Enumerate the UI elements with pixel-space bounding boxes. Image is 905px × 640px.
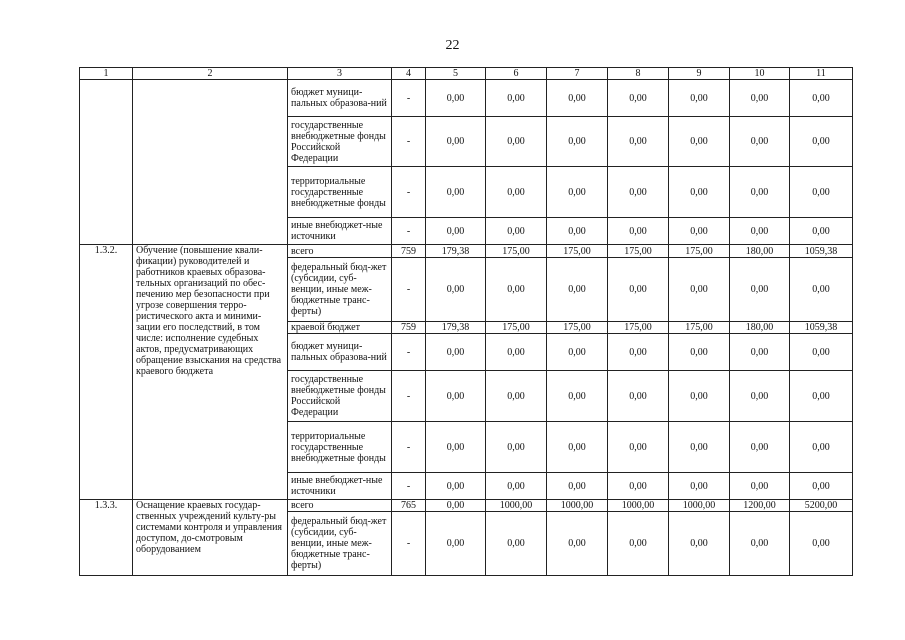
value-cell: 0,00	[790, 80, 853, 117]
funding-source: бюджет муници-пальных образова-ний	[288, 80, 392, 117]
value-cell: 0,00	[669, 167, 730, 218]
value-cell: 0,00	[730, 473, 790, 500]
value-cell: 0,00	[790, 258, 853, 322]
value-cell: 0,00	[730, 371, 790, 422]
value-cell: 0,00	[730, 218, 790, 245]
value-cell: 0,00	[669, 473, 730, 500]
value-cell: 0,00	[790, 218, 853, 245]
value-cell: 0,00	[608, 473, 669, 500]
header-row	[80, 68, 853, 80]
value-cell: 180,00	[730, 322, 790, 334]
value-cell: 1000,00	[547, 500, 608, 512]
value-cell: 0,00	[426, 258, 486, 322]
column-header: 9	[669, 68, 730, 80]
item-name: Оснащение краевых государ-ственных учреждений культу-ры системами контроля и управления доступом, до-смотровым оборудованием	[133, 500, 288, 576]
value-cell: 0,00	[547, 371, 608, 422]
value-cell: -	[392, 167, 426, 218]
value-cell: 0,00	[608, 117, 669, 167]
funding-source: государственные внебюджетные фонды Российской Федерации	[288, 117, 392, 167]
value-cell: 0,00	[426, 117, 486, 167]
value-cell: 1000,00	[608, 500, 669, 512]
value-cell: 0,00	[486, 167, 547, 218]
value-cell: 0,00	[669, 422, 730, 473]
funding-source: всего	[288, 245, 392, 258]
value-cell: 0,00	[790, 422, 853, 473]
funding-source: всего	[288, 500, 392, 512]
value-cell: 0,00	[730, 80, 790, 117]
value-cell: 0,00	[669, 218, 730, 245]
value-cell: 175,00	[608, 322, 669, 334]
funding-source: территориальные государственные внебюджетные фонды	[288, 167, 392, 218]
value-cell: 0,00	[608, 258, 669, 322]
value-cell: 175,00	[547, 245, 608, 258]
value-cell: 175,00	[669, 245, 730, 258]
value-cell: 0,00	[730, 334, 790, 371]
value-cell: 0,00	[547, 167, 608, 218]
value-cell: -	[392, 334, 426, 371]
value-cell: 0,00	[669, 512, 730, 576]
value-cell: 0,00	[608, 167, 669, 218]
value-cell: 1200,00	[730, 500, 790, 512]
column-header: 3	[288, 68, 392, 80]
item-name	[133, 80, 288, 245]
value-cell: 175,00	[486, 322, 547, 334]
value-cell: 1059,38	[790, 322, 853, 334]
column-header: 1	[80, 68, 133, 80]
value-cell: 0,00	[547, 80, 608, 117]
item-name: Обучение (повышение квали-фикации) руководителей и работников краевых образова-тельных организаций по обес-печению мер безопасности при угрозе совершения терро-ристического акта и миними-зации его последствий, в том числе: исполнение судебных актов, предусматривающих обращение взыскания на средства краевого бюджета	[133, 245, 288, 500]
value-cell: -	[392, 473, 426, 500]
value-cell: 759	[392, 245, 426, 258]
value-cell: 0,00	[486, 80, 547, 117]
value-cell: 0,00	[669, 80, 730, 117]
value-cell: 175,00	[608, 245, 669, 258]
budget-table	[79, 67, 853, 576]
value-cell: 0,00	[486, 422, 547, 473]
value-cell: 0,00	[790, 334, 853, 371]
funding-source: бюджет муници-пальных образова-ний	[288, 334, 392, 371]
item-code: 1.3.2.	[80, 245, 133, 500]
funding-source: краевой бюджет	[288, 322, 392, 334]
value-cell: 0,00	[486, 473, 547, 500]
value-cell: 180,00	[730, 245, 790, 258]
column-header: 2	[133, 68, 288, 80]
value-cell: 0,00	[669, 117, 730, 167]
value-cell: 0,00	[669, 371, 730, 422]
value-cell: 0,00	[608, 371, 669, 422]
value-cell: 765	[392, 500, 426, 512]
value-cell: 0,00	[790, 473, 853, 500]
column-header: 10	[730, 68, 790, 80]
value-cell: 0,00	[547, 334, 608, 371]
value-cell: 0,00	[608, 334, 669, 371]
value-cell: 0,00	[790, 167, 853, 218]
value-cell: 179,38	[426, 245, 486, 258]
value-cell: 0,00	[730, 167, 790, 218]
value-cell: 0,00	[486, 117, 547, 167]
value-cell: 0,00	[669, 334, 730, 371]
value-cell: 0,00	[669, 258, 730, 322]
funding-source: территориальные государственные внебюджетные фонды	[288, 422, 392, 473]
item-code	[80, 80, 133, 245]
funding-source: иные внебюджет-ные источники	[288, 218, 392, 245]
value-cell: 0,00	[730, 422, 790, 473]
value-cell: 0,00	[730, 258, 790, 322]
value-cell: 0,00	[608, 80, 669, 117]
value-cell: -	[392, 258, 426, 322]
value-cell: 1059,38	[790, 245, 853, 258]
item-code: 1.3.3.	[80, 500, 133, 576]
funding-source: государственные внебюджетные фонды Российской Федерации	[288, 371, 392, 422]
funding-source: федеральный бюд-жет (субсидии, суб-венции, иные меж-бюджетные транс-ферты)	[288, 512, 392, 576]
value-cell: 0,00	[426, 512, 486, 576]
value-cell: 0,00	[426, 218, 486, 245]
value-cell: 0,00	[730, 117, 790, 167]
value-cell: 0,00	[547, 218, 608, 245]
value-cell: 0,00	[608, 218, 669, 245]
value-cell: 0,00	[426, 80, 486, 117]
column-header: 5	[426, 68, 486, 80]
value-cell: 175,00	[669, 322, 730, 334]
funding-source: федеральный бюд-жет (субсидии, суб-венции, иные меж-бюджетные транс-ферты)	[288, 258, 392, 322]
column-header: 4	[392, 68, 426, 80]
value-cell: 0,00	[426, 334, 486, 371]
value-cell: 0,00	[426, 473, 486, 500]
table-row	[80, 500, 853, 512]
value-cell: 0,00	[426, 500, 486, 512]
value-cell: -	[392, 371, 426, 422]
table-row	[80, 80, 853, 117]
value-cell: 0,00	[608, 512, 669, 576]
table-row	[80, 245, 853, 258]
value-cell: 175,00	[547, 322, 608, 334]
value-cell: 0,00	[486, 218, 547, 245]
value-cell: 0,00	[486, 258, 547, 322]
column-header: 6	[486, 68, 547, 80]
funding-source: иные внебюджет-ные источники	[288, 473, 392, 500]
value-cell: 0,00	[486, 512, 547, 576]
value-cell: -	[392, 218, 426, 245]
value-cell: -	[392, 80, 426, 117]
column-header: 8	[608, 68, 669, 80]
value-cell: 0,00	[426, 422, 486, 473]
value-cell: 175,00	[486, 245, 547, 258]
value-cell: 179,38	[426, 322, 486, 334]
value-cell: 1000,00	[486, 500, 547, 512]
value-cell: 0,00	[790, 117, 853, 167]
value-cell: 0,00	[790, 512, 853, 576]
value-cell: 0,00	[790, 371, 853, 422]
value-cell: 759	[392, 322, 426, 334]
value-cell: 5200,00	[790, 500, 853, 512]
value-cell: 0,00	[547, 117, 608, 167]
value-cell: 0,00	[547, 258, 608, 322]
value-cell: 0,00	[730, 512, 790, 576]
value-cell: -	[392, 117, 426, 167]
column-header: 7	[547, 68, 608, 80]
page-number: 22	[445, 38, 460, 53]
value-cell: 0,00	[426, 371, 486, 422]
value-cell: 0,00	[547, 473, 608, 500]
value-cell: 0,00	[486, 371, 547, 422]
value-cell: 0,00	[486, 334, 547, 371]
value-cell: 0,00	[547, 512, 608, 576]
column-header: 11	[790, 68, 853, 80]
value-cell: -	[392, 422, 426, 473]
value-cell: 0,00	[547, 422, 608, 473]
value-cell: 0,00	[608, 422, 669, 473]
value-cell: 0,00	[426, 167, 486, 218]
value-cell: 1000,00	[669, 500, 730, 512]
value-cell: -	[392, 512, 426, 576]
